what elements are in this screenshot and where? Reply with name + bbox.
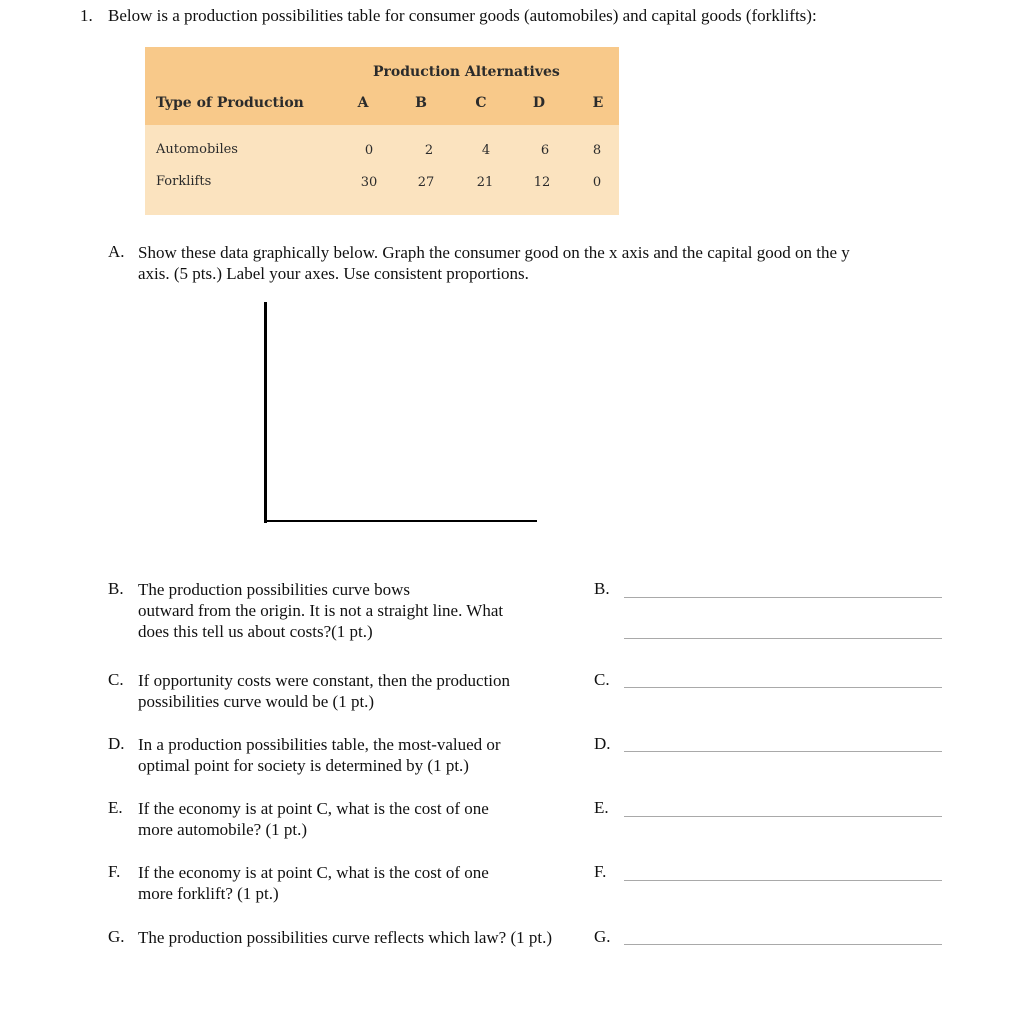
automobiles-e: 8 <box>592 143 602 158</box>
automobiles-d: 6 <box>540 143 550 158</box>
forklifts-b: 27 <box>417 175 435 190</box>
automobiles-a: 0 <box>364 143 374 158</box>
answer-line-b-2[interactable] <box>624 638 942 639</box>
production-possibilities-table <box>145 47 619 215</box>
part-a-letter: A. <box>108 242 125 261</box>
part-d-line-2: optimal point for society is determined by (1 pt.) <box>138 756 469 775</box>
column-header-e: E <box>592 95 604 111</box>
part-f-letter: F. <box>108 862 121 881</box>
part-g-letter: G. <box>108 927 125 946</box>
part-a-line-2: axis. (5 pts.) Label your axes. Use consistent proportions. <box>138 264 529 283</box>
answer-label-b: B. <box>594 579 610 598</box>
part-f-line-1: If the economy is at point C, what is the cost of one <box>138 863 489 882</box>
part-b-line-2: outward from the origin. It is not a straight line. What <box>138 601 504 620</box>
answer-line-d[interactable] <box>624 751 942 752</box>
part-c-line-1: If opportunity costs were constant, then the production <box>138 671 511 690</box>
type-of-production-header: Type of Production <box>156 95 304 111</box>
question-number: 1. <box>80 6 93 25</box>
part-b-letter: B. <box>108 579 124 598</box>
answer-line-c[interactable] <box>624 687 942 688</box>
part-e-letter: E. <box>108 798 123 817</box>
table-header <box>145 47 619 125</box>
part-g-line-1: The production possibilities curve reflects which law? (1 pt.) <box>138 928 553 947</box>
column-header-c: C <box>475 95 487 111</box>
part-e-line-1: If the economy is at point C, what is the cost of one <box>138 799 489 818</box>
answer-line-b-1[interactable] <box>624 597 942 598</box>
part-e-line-2: more automobile? (1 pt.) <box>138 820 308 839</box>
answer-label-e: E. <box>594 798 609 817</box>
column-header-a: A <box>357 95 369 111</box>
forklifts-c: 21 <box>476 175 494 190</box>
part-b-line-3: does this tell us about costs?(1 pt.) <box>138 622 373 641</box>
answer-label-d: D. <box>594 734 611 753</box>
forklifts-d: 12 <box>533 175 551 190</box>
forklifts-e: 0 <box>592 175 602 190</box>
part-c-letter: C. <box>108 670 124 689</box>
part-a-line-1: Show these data graphically below. Graph the consumer good on the x axis and the capital good on the y <box>138 243 850 262</box>
part-c-line-2: possibilities curve would be (1 pt.) <box>138 692 375 711</box>
automobiles-b: 2 <box>424 143 434 158</box>
part-d-line-1: In a production possibilities table, the most-valued or <box>138 735 501 754</box>
part-b-line-1: The production possibilities curve bows <box>138 580 410 599</box>
part-d-letter: D. <box>108 734 125 753</box>
column-header-d: D <box>532 95 546 111</box>
answer-line-g[interactable] <box>624 944 942 945</box>
y-axis <box>264 302 267 523</box>
x-axis <box>264 520 537 522</box>
row-label-forklifts: Forklifts <box>156 174 212 189</box>
answer-line-e[interactable] <box>624 816 942 817</box>
answer-label-f: F. <box>594 862 607 881</box>
automobiles-c: 4 <box>481 143 491 158</box>
question-text: Below is a production possibilities table for consumer goods (automobiles) and capital goods (forklifts): <box>108 6 817 25</box>
answer-label-c: C. <box>594 670 610 689</box>
part-f-line-2: more forklift? (1 pt.) <box>138 884 279 903</box>
row-label-automobiles: Automobiles <box>156 142 238 157</box>
answer-label-g: G. <box>594 927 611 946</box>
production-alternatives-header: Production Alternatives <box>373 64 560 80</box>
forklifts-a: 30 <box>360 175 378 190</box>
column-header-b: B <box>415 95 427 111</box>
answer-line-f[interactable] <box>624 880 942 881</box>
